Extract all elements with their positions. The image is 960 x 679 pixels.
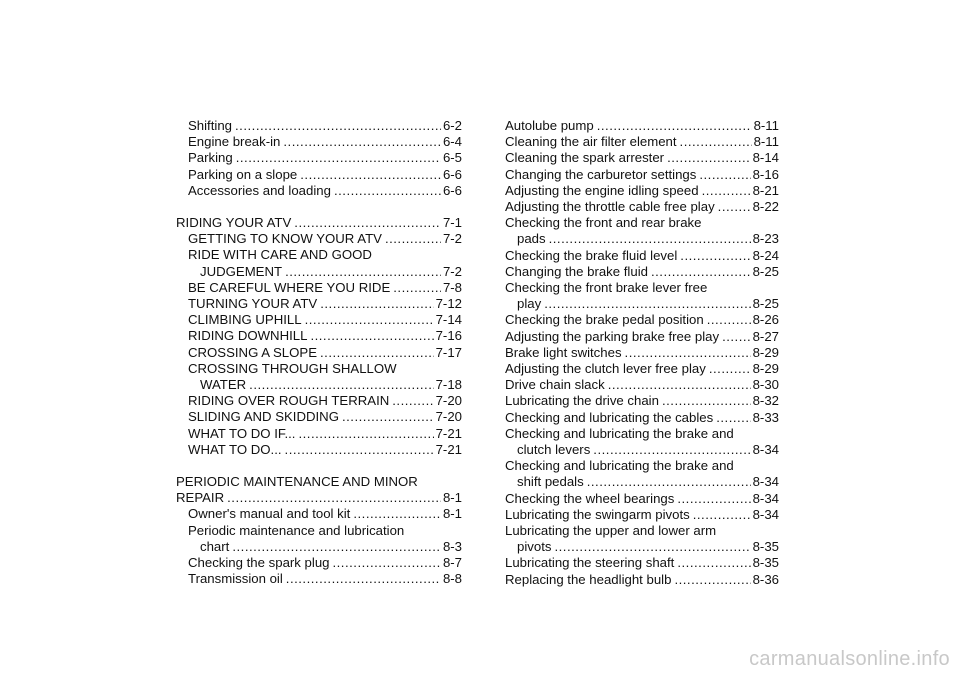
toc-entry[interactable] [505, 118, 779, 134]
toc-entry-title: Adjusting the parking brake free play [505, 328, 720, 344]
toc-entry-title: Adjusting the throttle cable free play [505, 199, 715, 215]
toc-entry-title: Transmission oil [188, 571, 283, 587]
dot-leader [227, 490, 441, 506]
toc-entry-page: 8-8 [442, 571, 462, 587]
dot-leader [393, 280, 441, 296]
dot-leader [300, 167, 441, 183]
dot-leader [285, 264, 441, 280]
toc-entry-title: Accessories and loading [188, 182, 331, 198]
toc-entry-page: 8-34 [752, 506, 779, 522]
toc-entry-page: 8-26 [752, 312, 779, 328]
toc-entry-title: Cleaning the spark arrester [505, 150, 665, 166]
toc-entry[interactable] [505, 183, 779, 199]
toc-entry-page: 7-16 [435, 328, 462, 344]
dot-leader [320, 345, 434, 361]
dot-leader [718, 199, 751, 215]
toc-entry[interactable] [176, 377, 462, 393]
dot-leader [702, 183, 751, 199]
dot-leader [320, 296, 433, 312]
toc-entry-page: 8-35 [752, 539, 779, 555]
toc-heading-line: CROSSING THROUGH SHALLOW [188, 360, 397, 376]
toc-entry[interactable] [505, 393, 779, 409]
dot-leader [709, 361, 751, 377]
dot-leader [680, 134, 752, 150]
toc-entry-page: 7-1 [442, 215, 462, 231]
dot-leader [680, 248, 750, 264]
watermark-text: carmanualsonline.info [749, 648, 950, 670]
toc-entry[interactable] [176, 312, 462, 328]
toc-entry-title: Checking the brake fluid level [505, 247, 678, 263]
toc-entry-title: chart [200, 538, 230, 554]
toc-entry[interactable] [505, 507, 779, 523]
dot-leader [285, 442, 434, 458]
toc-entry-page: 6-5 [442, 150, 462, 166]
toc-entry[interactable] [176, 345, 462, 361]
dot-leader [544, 296, 750, 312]
toc-entry-page: 8-16 [752, 166, 779, 182]
dot-leader [699, 167, 750, 183]
dot-leader [392, 393, 433, 409]
toc-entry-page: 6-6 [442, 182, 462, 198]
toc-heading-line: Checking the front and rear brake [505, 215, 702, 231]
toc-entry[interactable] [505, 410, 779, 426]
toc-entry[interactable] [505, 345, 779, 361]
toc-entry-page: 7-20 [435, 393, 462, 409]
toc-entry-page: 8-34 [752, 442, 779, 458]
toc-entry-title: JUDGEMENT [200, 263, 283, 279]
toc-entry-page: 8-25 [752, 296, 779, 312]
toc-entry[interactable] [176, 506, 462, 522]
toc-entry[interactable] [176, 150, 462, 166]
toc-entry-page: 8-11 [753, 134, 779, 150]
toc-entry-page: 8-32 [752, 393, 779, 409]
toc-entry[interactable] [505, 555, 779, 571]
toc-entry[interactable] [176, 426, 462, 442]
dot-leader [716, 410, 750, 426]
toc-heading-line: Periodic maintenance and lubrication [188, 522, 405, 538]
dot-leader [286, 571, 441, 587]
dot-leader [593, 442, 750, 458]
dot-leader [334, 183, 441, 199]
toc-entry-page: 8-33 [752, 409, 779, 425]
toc-entry-page: 8-34 [752, 474, 779, 490]
toc-entry-title: Lubricating the steering shaft [505, 555, 675, 571]
toc-entry[interactable] [176, 442, 462, 458]
toc-heading-line: Checking the front brake lever free [505, 280, 708, 296]
toc-entry-title: pads [517, 231, 546, 247]
toc-entry-title: play [517, 296, 542, 312]
toc-entry[interactable] [505, 539, 779, 555]
dot-leader [236, 150, 441, 166]
toc-entry-page: 8-27 [752, 328, 779, 344]
toc-entry-page: 8-14 [752, 150, 779, 166]
toc-entry[interactable] [176, 296, 462, 312]
toc-entry-title: WHAT TO DO IF... [188, 425, 296, 441]
toc-entry[interactable] [505, 329, 779, 345]
dot-leader [294, 215, 441, 231]
dot-leader [662, 393, 751, 409]
dot-leader [549, 231, 751, 247]
toc-entry[interactable] [505, 167, 779, 183]
toc-entry-title: Replacing the headlight bulb [505, 571, 672, 587]
toc-entry-page: 8-34 [752, 490, 779, 506]
toc-entry-title: Adjusting the clutch lever free play [505, 361, 706, 377]
dot-leader [677, 491, 750, 507]
toc-entry-title: Owner's manual and tool kit [188, 506, 351, 522]
toc-entry-page: 6-4 [442, 134, 462, 150]
dot-leader [305, 312, 434, 328]
section-gap [176, 199, 462, 215]
toc-entry-page: 8-29 [752, 361, 779, 377]
dot-leader [674, 572, 750, 588]
toc-entry-page: 8-35 [752, 555, 779, 571]
toc-entry[interactable] [176, 555, 462, 571]
toc-entry-page: 7-17 [435, 344, 462, 360]
toc-entry-title: Engine break-in [188, 134, 281, 150]
dot-leader [298, 426, 433, 442]
toc-entry-title: RIDING OVER ROUGH TERRAIN [188, 393, 390, 409]
toc-entry[interactable] [176, 393, 462, 409]
toc-entry[interactable] [176, 328, 462, 344]
toc-entry-title: Checking and lubricating the cables [505, 409, 714, 425]
toc-entry-title: Parking [188, 150, 233, 166]
dot-leader [608, 377, 751, 393]
toc-entry-page: 8-7 [442, 555, 462, 571]
dot-leader [651, 264, 751, 280]
toc-entry-page: 8-1 [442, 490, 462, 506]
toc-entry-page: 7-14 [435, 312, 462, 328]
toc-entry-page: 7-2 [442, 231, 462, 247]
toc-entry-title: WHAT TO DO... [188, 441, 282, 457]
toc-entry-page: 8-22 [752, 199, 779, 215]
section-gap [176, 458, 462, 474]
toc-entry[interactable] [505, 442, 779, 458]
dot-leader [249, 377, 433, 393]
toc-entry[interactable] [505, 377, 779, 393]
toc-entry-title: GETTING TO KNOW YOUR ATV [188, 231, 382, 247]
toc-entry-page: 7-18 [435, 377, 462, 393]
toc-entry-title: SLIDING AND SKIDDING [188, 409, 339, 425]
toc-entry-page: 8-3 [442, 538, 462, 554]
dot-leader [587, 474, 751, 490]
toc-heading-line: Checking and lubricating the brake and [505, 458, 734, 474]
toc-entry[interactable] [505, 491, 779, 507]
toc-left-column [176, 118, 462, 587]
toc-entry[interactable] [176, 280, 462, 296]
toc-entry-title: WATER [200, 377, 247, 393]
toc-entry-title: CROSSING A SLOPE [188, 344, 317, 360]
toc-entry[interactable] [176, 409, 462, 425]
toc-entry-title: REPAIR [176, 490, 225, 506]
toc-entry-title: Lubricating the drive chain [505, 393, 659, 409]
toc-entry[interactable] [505, 264, 779, 280]
toc-entry-page: 7-2 [442, 263, 462, 279]
dot-leader [385, 231, 441, 247]
toc-entry[interactable] [505, 150, 779, 166]
toc-heading-line: RIDE WITH CARE AND GOOD [188, 247, 372, 263]
toc-heading-line: Lubricating the upper and lower arm [505, 523, 717, 539]
toc-entry-page: 8-30 [752, 377, 779, 393]
toc-entry[interactable] [176, 539, 462, 555]
dot-leader [353, 506, 441, 522]
dot-leader [342, 409, 434, 425]
dot-leader [283, 134, 441, 150]
toc-right-column [505, 118, 779, 588]
dot-leader [667, 150, 751, 166]
toc-entry-title: RIDING DOWNHILL [188, 328, 308, 344]
dot-leader [693, 507, 751, 523]
toc-entry[interactable] [176, 167, 462, 183]
toc-entry-title: Drive chain slack [505, 377, 605, 393]
dot-leader [707, 312, 751, 328]
toc-entry-page: 8-1 [442, 506, 462, 522]
toc-entry[interactable] [505, 361, 779, 377]
toc-entry-title: Cleaning the air filter element [505, 134, 677, 150]
dot-leader [235, 118, 441, 134]
dot-leader [625, 345, 751, 361]
toc-entry-title: Brake light switches [505, 344, 622, 360]
toc-entry-title: Parking on a slope [188, 166, 298, 182]
toc-entry-title: Checking the brake pedal position [505, 312, 704, 328]
toc-entry-page: 8-21 [752, 182, 779, 198]
toc-entry[interactable] [505, 248, 779, 264]
toc-entry-title: BE CAREFUL WHERE YOU RIDE [188, 279, 391, 295]
toc-entry-title: CLIMBING UPHILL [188, 312, 302, 328]
toc-entry-title: RIDING YOUR ATV [176, 215, 292, 231]
toc-entry-page: 8-24 [752, 247, 779, 263]
toc-entry-title: shift pedals [517, 474, 584, 490]
toc-entry-page: 8-29 [752, 344, 779, 360]
toc-entry[interactable] [505, 474, 779, 490]
toc-entry-page: 7-21 [435, 441, 462, 457]
toc-entry-page: 7-12 [435, 296, 462, 312]
dot-leader [722, 329, 751, 345]
toc-entry-title: Changing the brake fluid [505, 263, 648, 279]
toc-entry-title: clutch levers [517, 442, 591, 458]
toc-entry-page: 7-8 [442, 279, 462, 295]
toc-entry[interactable] [505, 572, 779, 588]
toc-entry[interactable] [505, 312, 779, 328]
toc-entry-page: 7-21 [435, 425, 462, 441]
toc-entry-page: 8-36 [752, 571, 779, 587]
dot-leader [597, 118, 752, 134]
toc-entry-title: Adjusting the engine idling speed [505, 182, 699, 198]
toc-entry-page: 6-6 [442, 166, 462, 182]
toc-heading-line: Checking and lubricating the brake and [505, 425, 734, 441]
toc-entry-title: Shifting [188, 118, 232, 133]
toc-entry[interactable] [505, 134, 779, 150]
toc-entry[interactable] [176, 264, 462, 280]
toc-entry[interactable] [176, 118, 462, 134]
toc-entry-page: 7-20 [435, 409, 462, 425]
toc-entry-title: pivots [517, 539, 552, 555]
toc-entry-title: Lubricating the swingarm pivots [505, 506, 690, 522]
toc-entry-title: Checking the wheel bearings [505, 490, 675, 506]
toc-entry[interactable] [176, 571, 462, 587]
toc-entry[interactable] [176, 183, 462, 199]
toc-entry[interactable] [176, 215, 462, 231]
toc-entry[interactable] [176, 231, 462, 247]
dot-leader [332, 555, 440, 571]
dot-leader [232, 539, 441, 555]
toc-entry-title: Autolube pump [505, 118, 594, 133]
toc-entry[interactable] [505, 231, 779, 247]
dot-leader [554, 539, 750, 555]
dot-leader [677, 555, 750, 571]
dot-leader [310, 328, 433, 344]
toc-entry[interactable] [176, 134, 462, 150]
toc-entry-page: 8-25 [752, 263, 779, 279]
toc-entry[interactable] [176, 490, 462, 506]
toc-entry-page: 6-2 [442, 118, 462, 133]
toc-entry[interactable] [505, 296, 779, 312]
toc-entry-page: 8-11 [753, 118, 779, 133]
toc-heading-line: PERIODIC MAINTENANCE AND MINOR [176, 474, 418, 490]
toc-entry-page: 8-23 [752, 231, 779, 247]
toc-entry-title: Changing the carburetor settings [505, 166, 697, 182]
toc-entry[interactable] [505, 199, 779, 215]
toc-entry-title: Checking the spark plug [188, 555, 330, 571]
toc-entry-title: TURNING YOUR ATV [188, 296, 318, 312]
